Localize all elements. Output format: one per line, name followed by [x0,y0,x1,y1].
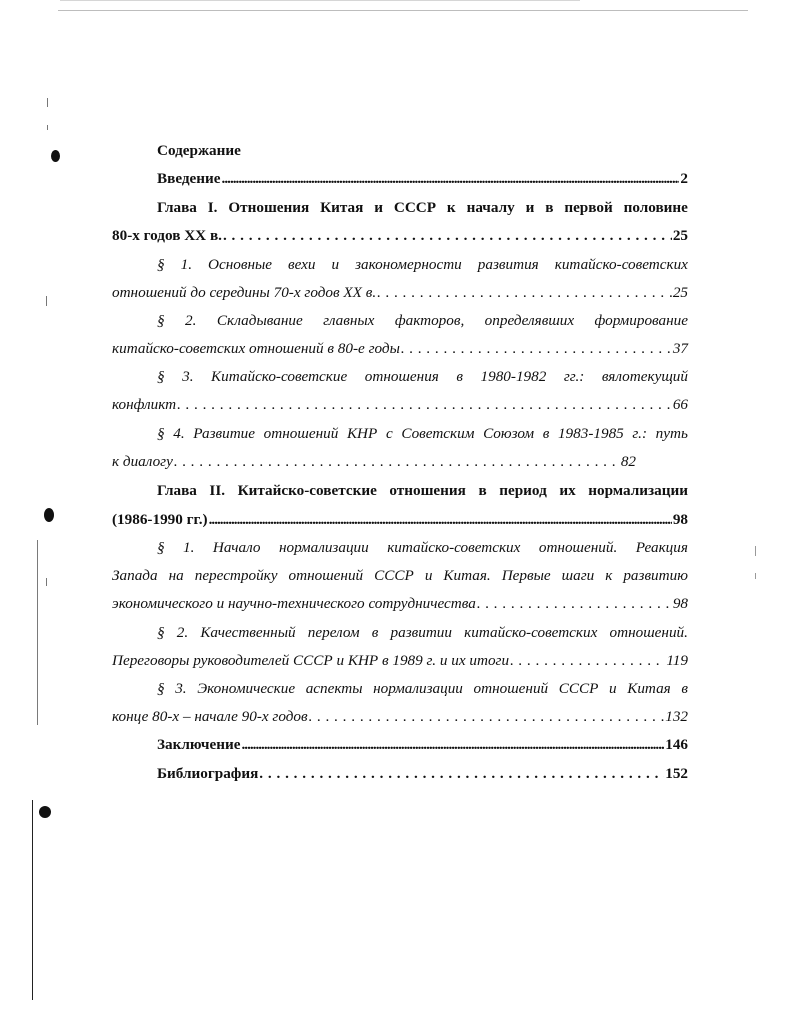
word: 1. [183,539,195,556]
toc-chapter-1-heading-cont[interactable] [112,225,688,247]
toc-entry-label: Введение [157,170,221,187]
word: 3. [175,680,187,697]
scan-artifact-tick [47,125,48,130]
word: Китайско-советские [237,482,377,499]
word: с [385,425,393,442]
word: § [157,368,165,385]
word: 1980-1982 [480,368,547,385]
word: СССР [393,199,437,216]
word: 4. [173,425,185,442]
toc-section-1-1-cont[interactable] [112,282,688,304]
toc-entry-label: Библиография [157,765,259,782]
toc-page-number: 132 [665,708,688,725]
word: половине [623,199,688,216]
word: китайско-советских [554,256,688,273]
word: развитии [390,624,452,641]
word: § [157,539,165,556]
word: II. [209,482,226,499]
toc-section-1-1[interactable] [112,254,688,276]
word: отношений. [538,539,618,556]
toc-section-2-2-cont[interactable] [112,650,688,672]
dot-leader [477,593,672,615]
word: в [681,680,688,697]
toc-page-number: 66 [672,396,688,413]
word: Первые [501,567,551,584]
word: вехи [288,256,316,273]
toc-chapter-1-heading[interactable] [112,197,688,219]
word: в [542,425,550,442]
word: Глава [157,199,197,216]
word: нормализации [278,539,369,556]
word: гг.: [563,368,585,385]
word: и [331,256,340,273]
toc-section-1-2[interactable] [112,310,688,332]
toc-page-number: 2 [680,170,688,187]
toc-entry-label: экономического и научно-технического сотрудничества [112,595,476,612]
dot-leader [401,338,672,360]
word: Союзом [483,425,535,442]
toc-page-number: 146 [665,736,688,753]
toc-section-2-1[interactable] [112,537,688,559]
word: § [157,256,165,273]
word: I. [207,199,218,216]
dot-leader [174,451,620,473]
word: СССР [558,680,599,697]
word: 1. [180,256,192,273]
word: Отношения [228,199,310,216]
scan-artifact-margin-line [32,800,33,1000]
toc-chapter-2-heading[interactable] [112,480,688,502]
toc-section-1-4[interactable] [112,423,688,445]
toc-entry-label: конфликт [112,396,177,413]
word: к [446,199,456,216]
dot-leader [377,282,672,304]
toc-entry-label: Заключение [157,736,241,753]
toc-page-number: 98 [672,595,688,612]
scan-artifact-tick [46,296,47,306]
word: Складывание [216,312,303,329]
toc-page-number: 98 [672,511,688,528]
word: нормализации [373,680,463,697]
word: СССР [374,567,414,584]
toc-section-2-3-cont[interactable] [112,706,688,728]
dot-leader [222,168,680,190]
word: отношений [288,567,364,584]
word: и [525,199,535,216]
word: в [478,482,487,499]
dot-leader [177,394,672,416]
word: формирование [594,312,688,329]
word: 1983-1985 [557,425,624,442]
toc-entry-label: отношений до середины 70-х годов ХХ в. [112,284,377,301]
toc-chapter-2-heading-cont[interactable] [112,509,688,531]
word: аспекты [305,680,363,697]
punch-hole-mark [51,150,60,162]
word: отношений [473,680,549,697]
word: в [371,624,379,641]
word: 3. [182,368,194,385]
word: главных [323,312,375,329]
dot-leader [223,225,672,247]
scan-artifact-tick [47,98,48,107]
dot-leader [209,509,672,531]
scan-artifact-tick [755,573,756,579]
word: первой [564,199,613,216]
toc-entry-label: (1986-1990 гг.) [112,511,208,528]
toc-entry-label: Переговоры руководителей СССР и КНР в 1989 г. и их итоги [112,652,510,669]
word: § [157,425,165,442]
toc-title: Содержание [157,142,241,159]
word: Глава [157,482,197,499]
word: китайско-советских [464,624,598,641]
toc-section-1-3[interactable] [112,366,688,388]
toc-entry-introduction[interactable] [112,168,688,190]
word: началу [466,199,515,216]
word: отношения [364,368,439,385]
word: и [609,680,617,697]
word: § [157,624,165,641]
word: Китайско-советские [211,368,348,385]
word: перелом [307,624,360,641]
word: Развитие [193,425,256,442]
punch-hole-mark [44,508,54,522]
toc-page-number: 152 [665,765,688,782]
word: факторов, [394,312,465,329]
word: КНР [346,425,378,442]
scan-artifact-tick [755,546,756,556]
toc-entry-label: китайско-советских отношений в 80-е годы [112,340,400,357]
word: § [157,680,165,697]
word: Китая. [443,567,491,584]
word: Китая [627,680,671,697]
word: отношения [389,482,466,499]
scan-artifact-line [60,0,580,1]
word: отношений. [609,624,688,641]
dot-leader [309,706,665,728]
toc-page-number: 82 [620,453,636,470]
word: их [559,482,576,499]
word: развития [477,256,539,273]
word: путь [655,425,688,442]
word: отношений [263,425,339,442]
word: в [545,199,554,216]
word: период [499,482,547,499]
word: Запада [112,567,158,584]
word: нормализации [588,482,688,499]
toc-entry-bibliography[interactable] [112,763,688,785]
toc-entry-label: к диалогу [112,453,173,470]
toc-entry-label: конце 80-х – начале 90-х годов [112,708,308,725]
word: Советским [401,425,475,442]
toc-section-2-1-cont2[interactable] [112,593,688,615]
word: Качественный [200,624,296,641]
word: шаги [561,567,595,584]
word: и [424,567,433,584]
toc-page-number: 119 [666,652,688,669]
toc-page-number: 37 [672,340,688,357]
word: вялотекущий [601,368,688,385]
dot-leader [510,650,665,672]
toc-entry-conclusion[interactable] [112,734,688,756]
toc-section-1-4-cont[interactable] [112,451,636,473]
word: развитию [623,567,688,584]
word: § [157,312,165,329]
word: на [168,567,184,584]
word: к [605,567,613,584]
word: определявших [484,312,575,329]
word: Реакция [635,539,688,556]
toc-section-2-3[interactable] [112,678,688,700]
word: 2. [176,624,189,641]
word: китайско-советских [387,539,521,556]
word: Основные [208,256,273,273]
toc-section-2-2[interactable] [112,622,688,644]
scan-artifact-margin-line [37,540,38,725]
word: г.: [632,425,648,442]
punch-hole-mark [39,806,51,818]
word: Китая [320,199,364,216]
word: в [456,368,463,385]
toc-page-number: 25 [672,284,688,301]
toc-section-1-2-cont[interactable] [112,338,688,360]
word: закономерности [355,256,462,273]
dot-leader [241,734,664,756]
scan-artifact-line [58,10,748,11]
word: Экономические [197,680,296,697]
word: и [374,199,383,216]
toc-section-2-1-cont[interactable] [112,565,688,587]
word: 2. [185,312,197,329]
toc-entry-label: 80-х годов ХХ в. [112,227,222,244]
toc-section-1-3-cont[interactable] [112,394,688,416]
dot-leader [259,763,664,785]
scan-artifact-tick [46,578,47,586]
word: перестройку [194,567,278,584]
toc-page-number: 25 [672,227,688,244]
word: Начало [212,539,261,556]
